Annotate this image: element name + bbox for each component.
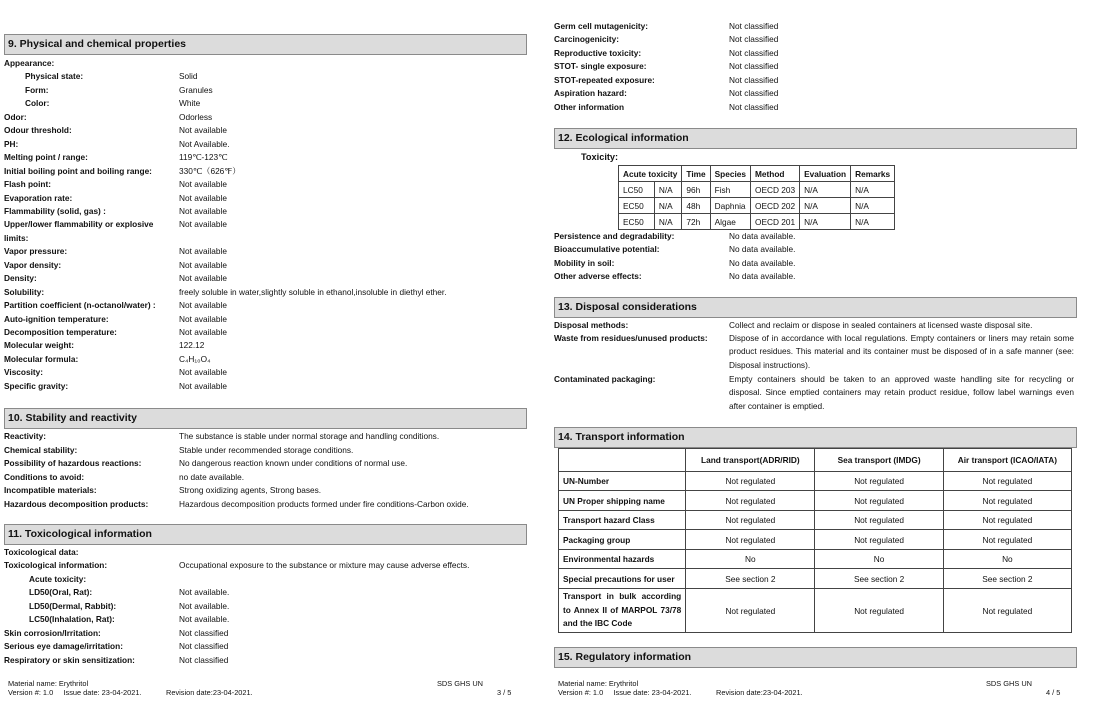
property-label: Aspiration hazard: <box>554 88 627 99</box>
eco-toxicity-table <box>618 165 895 230</box>
transport-table <box>558 448 1072 633</box>
col-air-transport: Air transport (ICAO/IATA) <box>943 449 1071 472</box>
property-value: Not available <box>179 246 227 257</box>
property-label: Vapor pressure: <box>4 246 68 257</box>
transport-cell: See section 2 <box>815 569 943 589</box>
eco-table-cell: OECD 202 <box>751 198 800 214</box>
property-value: 330℃（626℉） <box>179 165 241 176</box>
footer-material: Material name: Erythritol <box>558 679 639 688</box>
property-value: Not available <box>179 179 227 190</box>
footer-material: Material name: Erythritol <box>8 679 89 688</box>
footer-revision: Revision date:23-04-2021. <box>716 688 803 697</box>
eco-table-cell: N/A <box>654 182 682 198</box>
property-value: Not available <box>179 380 227 391</box>
col-species: Species <box>710 166 750 182</box>
property-label: Viscosity: <box>4 367 44 378</box>
property-label: Flammability (solid, gas) : <box>4 205 106 216</box>
property-label: STOT- single exposure: <box>554 61 647 72</box>
sds-page-3 <box>4 0 534 708</box>
eco-table-cell: EC50 <box>619 198 655 214</box>
transport-cell: No <box>686 550 815 569</box>
transport-row <box>559 550 1072 569</box>
property-label: Mobility in soil: <box>554 257 615 268</box>
eco-table-cell: N/A <box>654 214 682 230</box>
property-label: Serious eye damage/irritation: <box>4 641 123 652</box>
col-remarks: Remarks <box>851 166 895 182</box>
property-value: Not classified <box>729 47 779 58</box>
footer-page: 3 / 5 <box>497 688 512 697</box>
property-label: Specific gravity: <box>4 380 69 391</box>
transport-row <box>559 589 1072 633</box>
property-value: Not classified <box>729 61 779 72</box>
transport-cell: Not regulated <box>686 530 815 550</box>
transport-row-label: Transport hazard Class <box>559 511 686 530</box>
footer-version: Version #: 1.0 Issue date: 23-04-2021. <box>8 688 142 697</box>
property-value: Not classified <box>729 101 779 112</box>
eco-table-row <box>619 198 895 214</box>
transport-row-label: Packaging group <box>559 530 686 550</box>
property-value: Not available. <box>179 600 230 611</box>
transport-cell: Not regulated <box>815 589 943 633</box>
property-value: The substance is stable under normal storage and handling conditions. <box>179 431 440 441</box>
eco-table-cell: EC50 <box>619 214 655 230</box>
transport-cell: See section 2 <box>686 569 815 589</box>
section-14-header: 14. Transport information <box>554 427 1077 448</box>
property-label: Form: <box>25 84 49 95</box>
transport-cell: Not regulated <box>815 491 943 511</box>
eco-table-cell: N/A <box>800 214 851 230</box>
property-label: Melting point / range: <box>4 152 88 163</box>
property-value: Not available <box>179 125 227 136</box>
eco-table-cell: Fish <box>710 182 750 198</box>
property-label: Color: <box>25 98 50 109</box>
transport-cell: Not regulated <box>686 589 815 633</box>
property-label: Chemical stability: <box>4 444 78 455</box>
property-label: Odor: <box>4 111 27 122</box>
property-label: Partition coefficient (n-octanol/water) : <box>4 300 156 311</box>
transport-cell: Not regulated <box>943 472 1071 491</box>
property-value: Dispose of in accordance with local regulations. Empty containers or liners may retain some product residues. This material and its container must be disposed of in a safe manner (see: Disposal instructions). <box>729 333 1074 370</box>
eco-table-cell: N/A <box>800 182 851 198</box>
property-label: Waste from residues/unused products: <box>554 333 708 343</box>
property-label: Incompatible materials: <box>4 485 97 495</box>
property-value: Hazardous decomposition products formed under fire conditions-Carbon oxide. <box>179 498 469 509</box>
footer-sds: SDS GHS UN <box>437 679 483 688</box>
transport-cell: No <box>815 550 943 569</box>
eco-table-cell: 72h <box>682 214 710 230</box>
property-value: Not available <box>179 273 227 284</box>
eco-table-cell: N/A <box>800 198 851 214</box>
property-value: Not classified <box>729 21 779 31</box>
property-value: C₄H₁₀O₄ <box>179 353 211 364</box>
property-value: Not available <box>179 192 227 203</box>
property-value: Odorless <box>179 111 213 122</box>
eco-table-cell: N/A <box>851 182 895 198</box>
property-label: Other information <box>554 101 625 112</box>
property-label: Reproductive toxicity: <box>554 47 642 58</box>
transport-cell: Not regulated <box>943 589 1071 633</box>
property-value: 122.12 <box>179 340 205 351</box>
property-label: Evaporation rate: <box>4 192 73 203</box>
property-value: Not available. <box>179 614 230 625</box>
eco-table-cell: 48h <box>682 198 710 214</box>
property-label: LD50(Dermal, Rabbit): <box>29 600 117 611</box>
eco-table-cell: Daphnia <box>710 198 750 214</box>
property-label: Possibility of hazardous reactions: <box>4 458 142 468</box>
col-evaluation: Evaluation <box>800 166 851 182</box>
col-sea-transport: Sea transport (IMDG) <box>815 449 943 472</box>
transport-row-label: Special precautions for user <box>559 569 686 589</box>
col-method: Method <box>751 166 800 182</box>
property-label: Molecular weight: <box>4 340 75 351</box>
property-label: Auto-ignition temperature: <box>4 313 109 324</box>
property-value: Collect and reclaim or dispose in sealed containers at licensed waste disposal site. <box>729 320 1033 330</box>
eco-table-cell: 96h <box>682 182 710 198</box>
property-label: Persistence and degradability: <box>554 231 675 241</box>
section-13-header: 13. Disposal considerations <box>554 297 1077 318</box>
property-label: Acute toxicity: <box>29 573 87 584</box>
property-value: no date available. <box>179 471 245 482</box>
property-label: Skin corrosion/Irritation: <box>4 627 101 638</box>
eco-table-cell: Algae <box>710 214 750 230</box>
property-value: Not available <box>179 367 227 378</box>
eco-table-cell: N/A <box>851 214 895 230</box>
property-value: No data available. <box>729 244 796 255</box>
property-value: Granules <box>179 84 213 95</box>
property-value: 119℃-123℃ <box>179 152 228 163</box>
footer-page: 4 / 5 <box>1046 688 1061 697</box>
property-value: Empty containers should be taken to an approved waste handling site for recycling or disposal. Since emptied containers may retain product residue, follow label warnings even after container is emptied. <box>729 374 1074 411</box>
property-label: Upper/lower flammability or explosive <box>4 219 154 230</box>
transport-row-label: Environmental hazards <box>559 550 686 569</box>
transport-cell: Not regulated <box>815 530 943 550</box>
table-header-row <box>619 166 895 182</box>
transport-cell: Not regulated <box>815 511 943 530</box>
property-label: Conditions to avoid: <box>4 471 85 482</box>
property-label: PH: <box>4 138 19 149</box>
sds-page-4: Germ cell mutagenicity: Not classified Carcinogenicity: Not classified Reproductive toxicity: Not classified STOT- single exposure: Not classified STOT-repeated exposure: Not classified Aspiration hazard: Not classified Other information Not classified 12. Ecological information Toxicity: Acute toxicity Time Species Method Evaluation Remarks LC50 N/A 96h Fish OECD 203 N/A N/A EC50 N/A 48h Daphnia OECD 202 N/A N/A EC50 N/A 72h Algae OECD 201 N/A N/A Persistence and degradability: No data available. Bioaccumulative potential: No data available. Mobility in soil: No data available. Other adverse effects: No data available. 13. Disposal considerations Disposal methods: Collect and reclaim or dispose in sealed containers at licensed waste disposal site. Waste from residues/unused products: Dispose of in accordance with local regulations. Empty containers or liners may retain some product residues. This material and its container must be disposed of in a safe manner (see: Disposal instructions). Contaminated packaging: Empty containers should be taken to an approved waste handling site for recycling or disposal. Since emptied containers may retain product residue, follow label warnings even after container is emptied. 14. Transport information Land transport(ADR/RID) Sea transport (IMDG) Air transport (ICAO/IATA) UN-Number Not regulated Not regulated Not regulated UN Proper shipping name Not regulated Not regulated Not regulated Transport hazard Class Not regulated Not regulated Not regulated Packaging group Not regulated Not regulated Not regulated Environmental hazards No No No Special precautions for user See section 2 See section 2 See section 2 Transport in bulk according to Annex II of MARPOL 73/78 and the IBC Code Not regulated Not regulated Not regulated 15. Regulatory information Material name: Erythritol Version #: 1.0 Issue date: 23-04-2021. Revision date:23-04-2021. SDS GHS UN 4 / 5 <box>554 0 1084 708</box>
property-label: Decomposition temperature: <box>4 327 117 337</box>
eco-table-cell: LC50 <box>619 182 655 198</box>
transport-cell: Not regulated <box>815 472 943 491</box>
property-value: Not available <box>179 300 227 311</box>
property-label: limits: <box>4 232 29 243</box>
property-value: Not classified <box>179 654 229 665</box>
property-value: No dangerous reaction known under conditions of normal use. <box>179 458 408 468</box>
property-value: No data available. <box>729 257 796 268</box>
property-value: Not available <box>179 313 227 324</box>
property-value: Not classified <box>729 74 779 85</box>
section-15-header: 15. Regulatory information <box>554 647 1077 668</box>
property-value: Not available <box>179 259 227 270</box>
property-value: Not classified <box>179 627 229 638</box>
transport-cell: Not regulated <box>686 472 815 491</box>
property-label: Appearance: <box>4 58 55 68</box>
property-value: Not Available. <box>179 138 230 149</box>
transport-header-row <box>559 449 1072 472</box>
property-value: Not classified <box>729 34 779 45</box>
section-12-header: 12. Ecological information <box>554 128 1077 149</box>
footer-sds: SDS GHS UN <box>986 679 1032 688</box>
property-value: Strong oxidizing agents, Strong bases. <box>179 485 322 495</box>
property-value: Not available <box>179 219 227 230</box>
property-label: Toxicological data: <box>4 547 79 557</box>
property-value: No data available. <box>729 271 796 282</box>
transport-cell: No <box>943 550 1071 569</box>
property-label: Flash point: <box>4 179 52 190</box>
section-11-header: 11. Toxicological information <box>4 524 527 545</box>
transport-row-label: Transport in bulk according to Annex II of MARPOL 73/78 and the IBC Code <box>559 589 686 633</box>
transport-cell: See section 2 <box>943 569 1071 589</box>
eco-table-cell: OECD 201 <box>751 214 800 230</box>
eco-table-row <box>619 182 895 198</box>
property-label: Hazardous decomposition products: <box>4 498 149 509</box>
property-label: Respiratory or skin sensitization: <box>4 654 135 665</box>
property-label: Other adverse effects: <box>554 271 642 282</box>
property-value: White <box>179 98 201 109</box>
property-value: freely soluble in water,slightly soluble in ethanol,insoluble in diethyl ether. <box>179 286 447 297</box>
transport-cell: Not regulated <box>943 511 1071 530</box>
eco-table-cell: N/A <box>654 198 682 214</box>
property-label: Disposal methods: <box>554 320 629 330</box>
property-value: Not classified <box>179 641 229 652</box>
eco-table-cell: OECD 203 <box>751 182 800 198</box>
property-label: Solubility: <box>4 286 45 297</box>
col-blank <box>559 449 686 472</box>
transport-cell: Not regulated <box>686 511 815 530</box>
transport-row-label: UN-Number <box>559 472 686 491</box>
property-value: Not available <box>179 327 227 337</box>
property-value: Not available. <box>179 587 230 598</box>
eco-table-row <box>619 214 895 230</box>
footer-version: Version #: 1.0 Issue date: 23-04-2021. <box>558 688 692 697</box>
transport-row <box>559 491 1072 511</box>
section-10-header: 10. Stability and reactivity <box>4 408 527 429</box>
property-label: Carcinogenicity: <box>554 34 620 45</box>
transport-cell: Not regulated <box>943 491 1071 511</box>
footer-revision: Revision date:23-04-2021. <box>166 688 253 697</box>
property-label: Vapor density: <box>4 259 62 270</box>
transport-row-label: UN Proper shipping name <box>559 491 686 511</box>
eco-table-cell: N/A <box>851 198 895 214</box>
property-value: Stable under recommended storage conditions. <box>179 444 354 455</box>
property-value: No data available. <box>729 231 796 241</box>
property-value: Not classified <box>729 88 779 99</box>
property-value: Occupational exposure to the substance or mixture may cause adverse effects. <box>179 560 470 571</box>
property-label: Contaminated packaging: <box>554 374 656 384</box>
transport-row <box>559 530 1072 550</box>
property-label: Bioaccumulative potential: <box>554 244 660 255</box>
property-label: LC50(Inhalation, Rat): <box>29 614 115 625</box>
col-time: Time <box>682 166 710 182</box>
section-9-header: 9. Physical and chemical properties <box>4 34 527 55</box>
property-label: Initial boiling point and boiling range: <box>4 165 152 176</box>
transport-row <box>559 472 1072 491</box>
property-label: Molecular formula: <box>4 353 79 364</box>
property-label: Physical state: <box>25 71 84 82</box>
property-label: LD50(Oral, Rat): <box>29 587 93 598</box>
property-label: Density: <box>4 273 37 284</box>
col-land-transport: Land transport(ADR/RID) <box>686 449 815 472</box>
property-label: Reactivity: <box>4 431 46 441</box>
transport-cell: Not regulated <box>686 491 815 511</box>
property-label: Germ cell mutagenicity: <box>554 21 649 31</box>
transport-cell: Not regulated <box>943 530 1071 550</box>
col-acute-toxicity: Acute toxicity <box>619 166 682 182</box>
property-label: STOT-repeated exposure: <box>554 74 655 85</box>
property-label: Odour threshold: <box>4 125 72 136</box>
transport-row <box>559 569 1072 589</box>
property-value: Solid <box>179 71 198 82</box>
property-label: Toxicological information: <box>4 560 108 571</box>
transport-row <box>559 511 1072 530</box>
property-value: Not available <box>179 205 227 216</box>
